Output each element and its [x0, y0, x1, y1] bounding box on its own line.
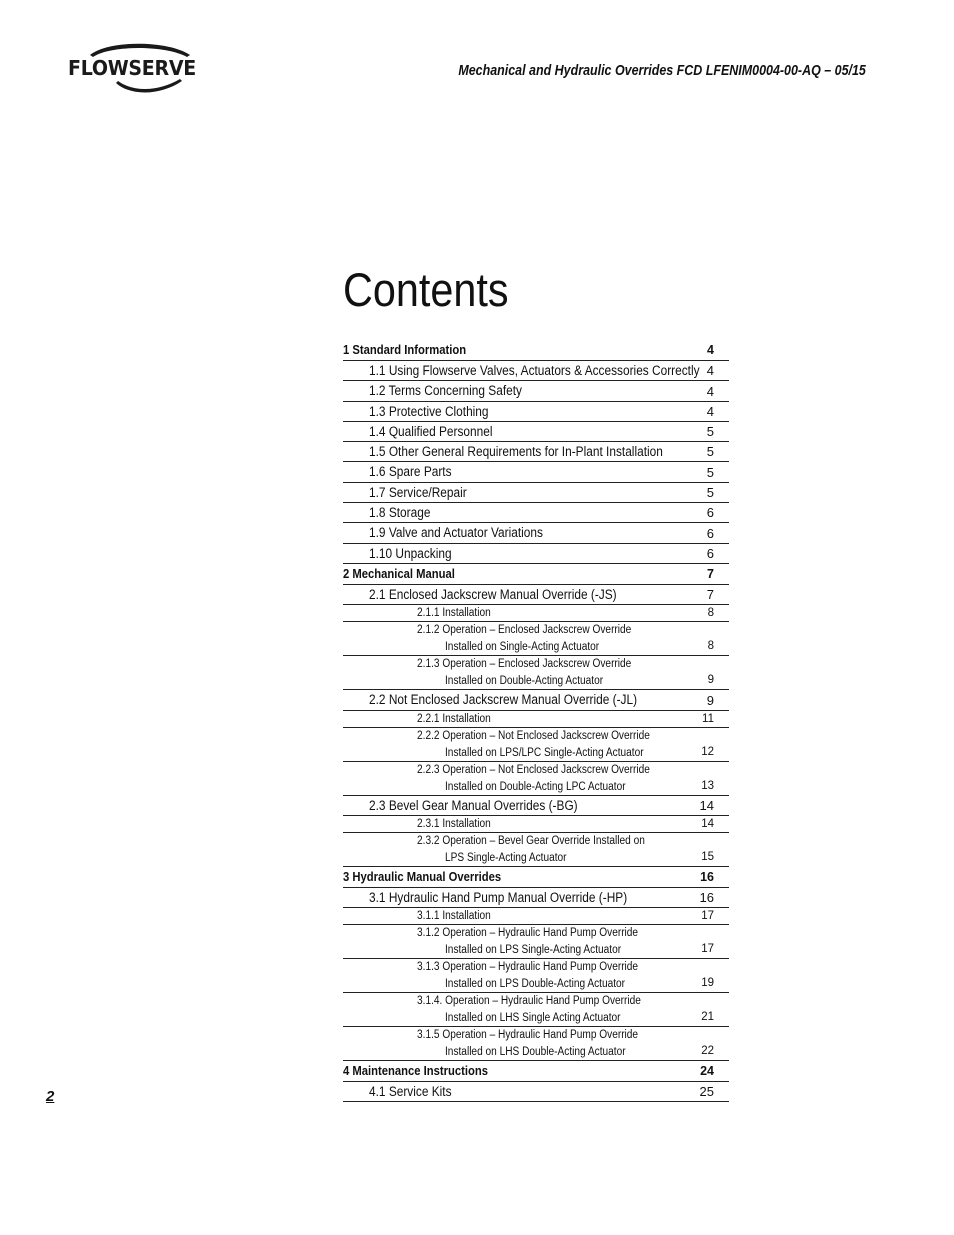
toc-entry-page: 22	[701, 1045, 714, 1058]
toc-entry-title-continued: Installed on Double-Acting Actuator	[445, 675, 604, 688]
toc-entry-page: 14	[701, 817, 714, 830]
toc-entry-page: 12	[701, 745, 714, 758]
toc-entry[interactable]	[343, 867, 729, 888]
toc-entry[interactable]	[343, 833, 729, 867]
toc-entry-page: 25	[699, 1084, 714, 1100]
toc-entry[interactable]	[343, 402, 729, 422]
toc-entry-title: 2.1.2 Operation – Enclosed Jackscrew Override	[417, 624, 632, 637]
page-number: 2	[46, 1088, 55, 1105]
flowserve-logo	[68, 40, 208, 96]
toc-entry-page: 4	[706, 403, 714, 419]
toc-entry-page: 17	[701, 943, 714, 956]
toc-entry-page: 4	[706, 363, 714, 379]
toc-entry-title-continued: Installed on LPS Single-Acting Actuator	[445, 944, 622, 957]
toc-entry[interactable]	[343, 381, 729, 401]
toc-entry-title: 3.1.5 Operation – Hydraulic Hand Pump Override	[417, 1029, 639, 1042]
toc-entry[interactable]	[343, 711, 729, 728]
toc-entry[interactable]	[343, 908, 729, 925]
document-header-title: Mechanical and Hydraulic Overrides FCD LFENIM0004-00-AQ – 05/15	[458, 63, 866, 79]
toc-entry[interactable]	[343, 762, 729, 796]
toc-entry-title: 1.9 Valve and Actuator Variations	[369, 525, 543, 541]
toc-entry-title: 1.5 Other General Requirements for In-Plant Installation	[369, 444, 663, 460]
toc-entry-page: 17	[701, 910, 714, 923]
toc-entry[interactable]	[343, 796, 729, 816]
toc-entry[interactable]	[343, 605, 729, 622]
toc-entry-page: 9	[706, 692, 714, 708]
toc-entry-page: 5	[706, 464, 714, 480]
toc-entry-page: 7	[706, 587, 714, 603]
toc-entry-title: 3.1.2 Operation – Hydraulic Hand Pump Override	[417, 927, 639, 940]
toc-entry-page: 5	[706, 485, 714, 501]
toc-entry-title: 2.3.1 Installation	[417, 817, 491, 830]
toc-entry-title: 2 Mechanical Manual	[343, 566, 455, 581]
toc-entry[interactable]	[343, 483, 729, 503]
toc-entry-title: 3.1.3 Operation – Hydraulic Hand Pump Override	[417, 961, 639, 974]
toc-entry[interactable]	[343, 1082, 729, 1102]
toc-entry[interactable]	[343, 544, 729, 564]
table-of-contents	[343, 340, 729, 1102]
toc-entry[interactable]	[343, 656, 729, 690]
toc-entry-page: 7	[707, 566, 714, 581]
toc-entry-title: 3.1 Hydraulic Hand Pump Manual Override (-HP)	[369, 889, 628, 905]
toc-entry-page: 21	[701, 1011, 714, 1024]
toc-entry-page: 5	[706, 424, 714, 440]
toc-entry[interactable]	[343, 993, 729, 1027]
toc-entry-title: 1.3 Protective Clothing	[369, 403, 489, 419]
toc-entry-title: 3 Hydraulic Manual Overrides	[343, 869, 502, 884]
page-title: Contents	[343, 263, 509, 316]
toc-entry-title: 2.1 Enclosed Jackscrew Manual Override (-JS)	[369, 586, 617, 602]
toc-entry-page: 4	[706, 383, 714, 399]
toc-entry-title: 4 Maintenance Instructions	[343, 1064, 489, 1079]
toc-entry-title: 1.6 Spare Parts	[369, 464, 452, 480]
toc-entry-title: 2.2 Not Enclosed Jackscrew Manual Override (-JL)	[369, 692, 638, 708]
toc-entry-page: 14	[699, 797, 714, 813]
toc-entry-title-continued: LPS Single-Acting Actuator	[445, 851, 567, 864]
toc-entry-title: 2.3 Bevel Gear Manual Overrides (-BG)	[369, 797, 578, 813]
toc-entry-title-continued: Installed on Single-Acting Actuator	[445, 641, 600, 654]
toc-entry-title: 1.4 Qualified Personnel	[369, 423, 493, 439]
toc-entry-page: 6	[706, 525, 714, 541]
toc-entry[interactable]	[343, 340, 729, 361]
toc-entry-title-continued: Installed on LHS Double-Acting Actuator	[445, 1046, 626, 1059]
toc-entry[interactable]	[343, 361, 729, 381]
toc-entry-page: 8	[707, 607, 714, 620]
toc-entry[interactable]	[343, 503, 729, 523]
toc-entry-title: 2.1.1 Installation	[417, 607, 491, 620]
toc-entry-title: 1.1 Using Flowserve Valves, Actuators & Accessories Correctly	[369, 363, 700, 378]
toc-entry[interactable]	[343, 959, 729, 993]
toc-entry[interactable]	[343, 462, 729, 482]
toc-entry-title: 1.2 Terms Concerning Safety	[369, 383, 522, 399]
toc-entry[interactable]	[343, 564, 729, 585]
toc-entry-page: 5	[706, 444, 714, 460]
toc-entry[interactable]	[343, 442, 729, 462]
toc-entry-page: 11	[702, 712, 714, 725]
toc-entry-page: 6	[706, 545, 714, 561]
toc-entry-title-continued: Installed on Double-Acting LPC Actuator	[445, 780, 626, 793]
toc-entry-title: 2.3.2 Operation – Bevel Gear Override Installed on	[417, 834, 645, 847]
toc-entry-page: 9	[707, 674, 714, 687]
toc-entry-page: 8	[707, 640, 714, 653]
toc-entry-title-continued: Installed on LHS Single Acting Actuator	[445, 1012, 621, 1025]
toc-entry-page: 24	[700, 1064, 714, 1079]
brand-name: FLOWSERVE	[68, 56, 196, 80]
toc-entry-page: 19	[701, 977, 714, 990]
toc-entry-title-continued: Installed on LPS/LPC Single-Acting Actuator	[445, 746, 644, 759]
toc-entry[interactable]	[343, 1027, 729, 1061]
toc-entry[interactable]	[343, 523, 729, 543]
toc-entry[interactable]	[343, 690, 729, 710]
toc-entry-title: 2.2.3 Operation – Not Enclosed Jackscrew Override	[417, 763, 650, 776]
toc-entry-title: 1.8 Storage	[369, 505, 431, 521]
toc-entry[interactable]	[343, 585, 729, 605]
toc-entry[interactable]	[343, 816, 729, 833]
toc-entry-page: 15	[701, 850, 714, 863]
toc-entry[interactable]	[343, 925, 729, 959]
toc-entry-page: 4	[707, 343, 714, 357]
toc-entry[interactable]	[343, 622, 729, 656]
toc-entry-page: 16	[700, 869, 714, 884]
toc-entry-title: 2.2.1 Installation	[417, 712, 491, 725]
toc-entry-title: 2.2.2 Operation – Not Enclosed Jackscrew Override	[417, 729, 650, 742]
toc-entry-title: 4.1 Service Kits	[369, 1084, 452, 1100]
toc-entry-page: 13	[701, 779, 714, 792]
toc-entry[interactable]	[343, 422, 729, 442]
toc-entry-title: 3.1.4. Operation – Hydraulic Hand Pump Override	[417, 995, 641, 1008]
toc-entry-page: 6	[706, 505, 714, 521]
toc-entry-title: 2.1.3 Operation – Enclosed Jackscrew Override	[417, 658, 632, 671]
toc-entry[interactable]	[343, 728, 729, 762]
toc-entry-title: 1.10 Unpacking	[369, 545, 452, 561]
toc-entry-title: 1 Standard Information	[343, 343, 467, 357]
toc-entry-title: 3.1.1 Installation	[417, 910, 491, 923]
toc-entry-page: 16	[699, 890, 714, 906]
toc-entry-title: 1.7 Service/Repair	[369, 484, 467, 500]
toc-entry[interactable]	[343, 888, 729, 908]
toc-entry[interactable]	[343, 1061, 729, 1082]
toc-entry-title-continued: Installed on LPS Double-Acting Actuator	[445, 978, 626, 991]
